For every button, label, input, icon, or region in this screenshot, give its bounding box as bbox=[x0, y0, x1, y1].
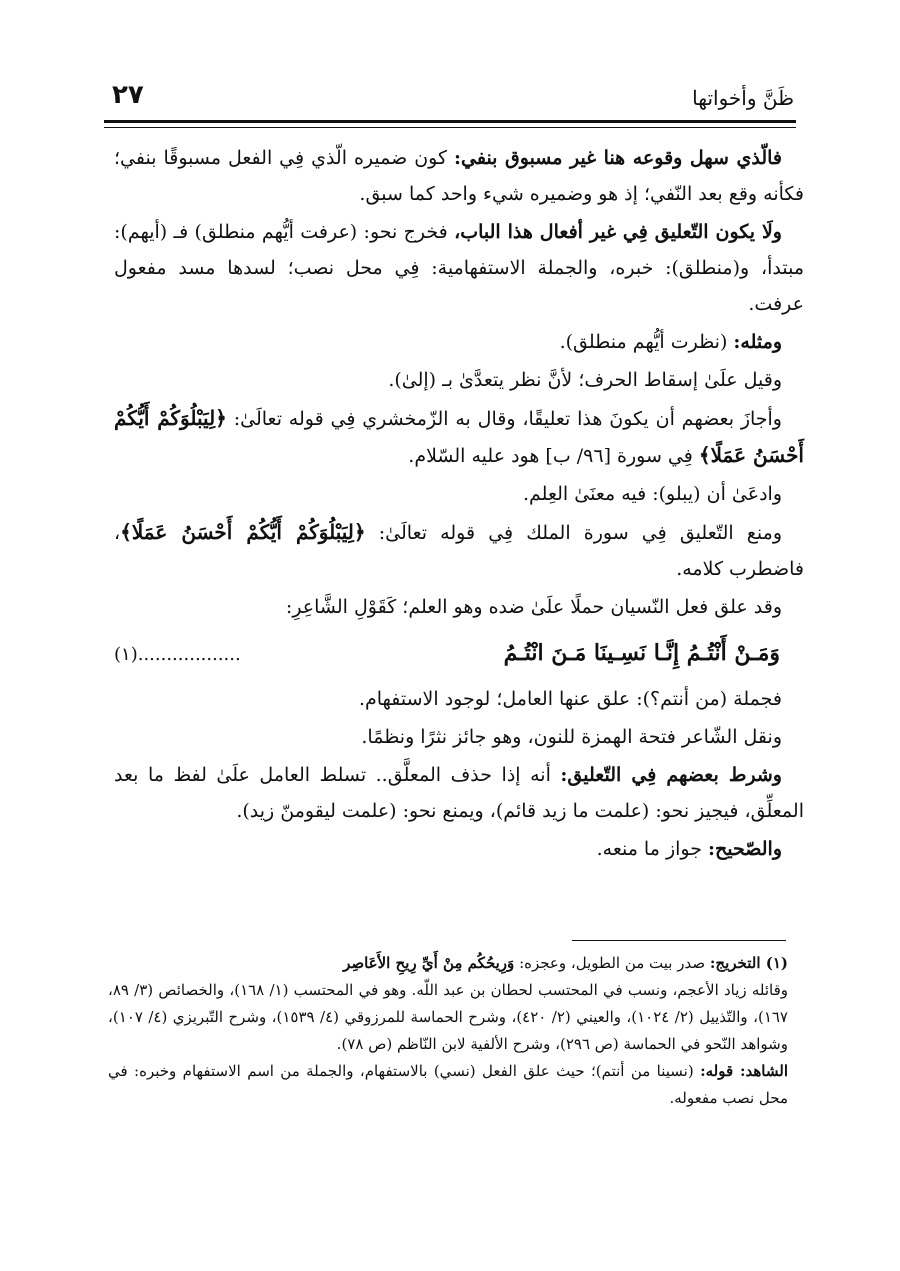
paragraph-text: وادعَىٰ أن (يبلو): فيه معنَىٰ العِلم. bbox=[523, 483, 782, 505]
footnotes bbox=[108, 950, 788, 1112]
header-rule-thick bbox=[104, 120, 796, 123]
paragraph-text: أنه إذا حذف المعلَّق.. تسلط العامل علَىٰ لفظ ما بعد المعلِّق، فيجيز نحو: (علمت ما زيد قائم)، ويمنع نحو: (علمت ليقومنّ زيد). bbox=[114, 764, 804, 822]
footnote-1-sources bbox=[108, 977, 788, 1058]
paragraph-text: ، فاضطرب كلامه. bbox=[114, 522, 804, 580]
paragraph-12 bbox=[114, 831, 804, 867]
paragraph-text: (نظرت أيُّهم منطلق). bbox=[559, 331, 734, 353]
bold-lead: ولَا يكون التّعليق فِي غير أفعال هذا الباب، bbox=[454, 221, 782, 243]
paragraph-text: فجملة (من أنتم؟): علق عنها العامل؛ لوجود الاستفهام. bbox=[358, 688, 782, 710]
paragraph-9 bbox=[114, 681, 804, 717]
paragraph-1 bbox=[114, 140, 804, 212]
footnote-text: وقائله زياد الأعجم، ونسب في المحتسب لحطان بن عبد اللّه. وهو في المحتسب (١/ ١٦٨)، والخصائص (٣/ ٨٩، ١٦٧)، والتّذييل (٢/ ١٠٢٤)، والعيني (٢/ ٤٢٠)، وشرح الحماسة للمرزوقي (٤/ ١٥٣٩)، وشرح التّبريزي (٤/ ١٠٧)، وشواهد النّحو في الحماسة (ص ٢٩٦)، وشرح الألفية لابن النّاظم (ص ٧٨). bbox=[108, 981, 788, 1053]
bold-lead: وشرط بعضهم فِي التّعليق: bbox=[560, 764, 782, 786]
footnote-lead: (١) التخريج: bbox=[709, 954, 788, 972]
paragraph-2 bbox=[114, 214, 804, 322]
bold-lead: فالّذي سهل وقوعه هنا غير مسبوق بنفي: bbox=[453, 147, 782, 169]
paragraph-text: كون ضميره الّذي فِي الفعل مسبوقًا بنفي؛ فكأنه وقع بعد النّفي؛ إذ هو وضميره شيء واحد كما سبق. bbox=[114, 147, 804, 205]
paragraph-text: فِي سورة [٩٦/ ب] هود عليه السّلام. bbox=[408, 445, 699, 467]
paragraph-text: ونقل الشّاعر فتحة الهمزة للنون، وهو جائز نثرًا ونظمًا. bbox=[361, 726, 782, 748]
header-rule-thin bbox=[104, 127, 796, 128]
bold-lead: ومثله: bbox=[733, 331, 782, 353]
paragraph-text: ومنع التّعليق فِي سورة الملك فِي قوله تعالَىٰ: bbox=[365, 522, 782, 544]
paragraph-10 bbox=[114, 719, 804, 755]
verse-dots: (١).................. bbox=[114, 644, 241, 665]
paragraph-7 bbox=[114, 514, 804, 587]
paragraph-5 bbox=[114, 400, 804, 474]
paragraph-text: فخرج نحو: (عرفت أيُّهم منطلق) فـ (أيهم): مبتدأ، و(منطلق): خبره، والجملة الاستفهامية: فِي محل نصب؛ لسدها مسد مفعول عرفت. bbox=[114, 221, 804, 315]
running-title: ظَنَّ وأخواتها bbox=[692, 86, 794, 110]
footnote-separator bbox=[572, 940, 786, 941]
footnote-text: (نسينا من أنتم)؛ حيث علق الفعل (نسي) بالاستفهام، والجملة من اسم الاستفهام وخبره: في محل نصب مفعوله. bbox=[108, 1062, 788, 1107]
shahid-lead: الشاهد: قوله: bbox=[700, 1062, 788, 1080]
paragraph-11 bbox=[114, 757, 804, 829]
poetry-verse bbox=[114, 627, 804, 681]
bold-lead: والصّحيح: bbox=[708, 838, 782, 860]
paragraph-text: وأجازَ بعضهم أن يكونَ هذا تعليقًا، وقال به الزّمخشري فِي قوله تعالَىٰ: bbox=[226, 408, 782, 430]
page-header bbox=[104, 80, 796, 116]
main-text bbox=[114, 140, 804, 869]
paragraph-8 bbox=[114, 589, 804, 625]
quran-verse: ﴿لِيَبْلُوَكُمْ أَيُّكُمْ أَحْسَنُ عَمَلًا﴾ bbox=[114, 406, 804, 467]
paragraph-4 bbox=[114, 362, 804, 398]
paragraph-6 bbox=[114, 476, 804, 512]
footnote-shahid bbox=[108, 1058, 788, 1112]
footnote-1 bbox=[108, 950, 788, 977]
verse-text: وَمَـنْ أَنْتُـمُ إِنَّـا نَسِـينَا مَـنَ انْتُـمُ bbox=[503, 640, 780, 666]
paragraph-3 bbox=[114, 324, 804, 360]
paragraph-text: وقد علق فعل النّسيان حملًا علَىٰ ضده وهو العلم؛ كَقَوْلِ الشَّاعِرِ: bbox=[285, 596, 782, 618]
footnote-text: صدر بيت من الطويل، وعجزه: bbox=[514, 954, 710, 972]
paragraph-text: جواز ما منعه. bbox=[596, 838, 708, 860]
page-number: ٢٧ bbox=[112, 80, 144, 110]
quran-verse: ﴿لِيَبْلُوَكُمْ أَيُّكُمْ أَحْسَنُ عَمَلًا﴾ bbox=[120, 520, 366, 544]
footnote-verse: وَرِيحُكُم مِنْ أَيِّ رِيحِ الأَعَاصِر bbox=[343, 954, 515, 972]
paragraph-text: وقيل علَىٰ إسقاط الحرف؛ لأنَّ نظر يتعدَّىٰ بـ (إلىٰ). bbox=[388, 369, 782, 391]
